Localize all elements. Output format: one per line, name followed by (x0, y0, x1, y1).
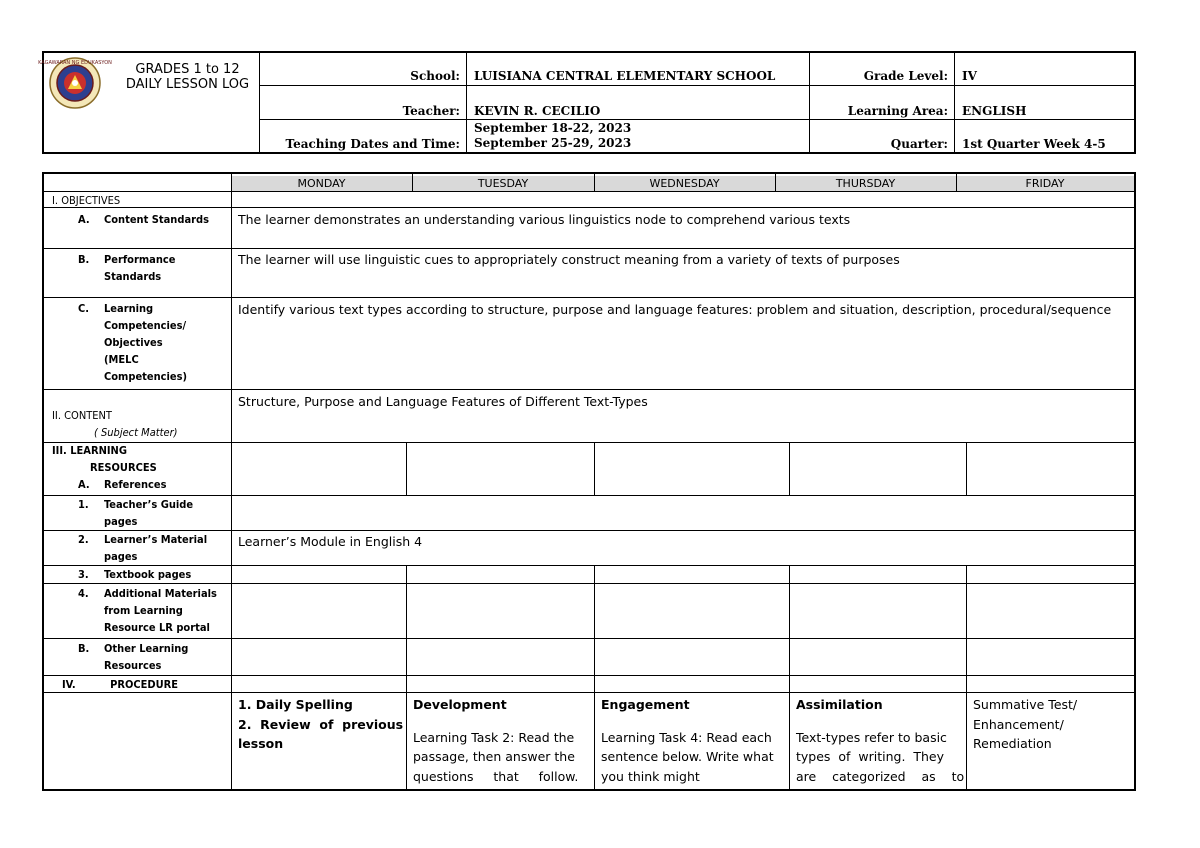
competencies-label-line1: Learning (104, 302, 154, 315)
divider (44, 297, 1134, 298)
monday-line2: 2. Review of previous (238, 716, 404, 732)
lm-label-line2: pages (104, 550, 138, 563)
thursday-title: Assimilation (796, 697, 883, 712)
competencies-label-line2: Competencies/ (104, 319, 187, 332)
grade-level-value: IV (962, 69, 977, 83)
divider (44, 389, 1134, 390)
thursday-line3: are categorized as to (796, 768, 965, 784)
content-standards-letter: A. (78, 213, 90, 226)
am-label-line2: from Learning (104, 604, 183, 617)
divider (44, 442, 1134, 443)
content-text: Structure, Purpose and Language Features of Different Text-Types (238, 394, 648, 409)
references-label: References (104, 478, 167, 491)
day-header-thursday: THURSDAY (775, 176, 956, 191)
quarter-value: 1st Quarter Week 4-5 (962, 137, 1106, 151)
performance-label-line2: Standards (104, 270, 162, 283)
divider (44, 692, 1134, 693)
friday-line2: Enhancement/ (973, 716, 1064, 732)
dates-label: Teaching Dates and Time: (285, 137, 460, 151)
divider (44, 675, 1134, 676)
competencies-letter: C. (78, 302, 90, 315)
thursday-line2: types of writing. They (796, 749, 945, 764)
procedure-heading: IV. PROCEDURE (62, 678, 179, 691)
tg-label-line1: Teacher’s Guide (104, 498, 194, 511)
additional-materials-number: 4. (78, 587, 89, 600)
grade-level-label: Grade Level: (863, 69, 948, 83)
am-label-line3: Resource LR portal (104, 621, 210, 634)
content-standards-label: Content Standards (104, 213, 209, 226)
dates-value (474, 121, 631, 151)
references-letter: A. (78, 478, 90, 491)
resources-line2: RESOURCES (90, 461, 157, 474)
procedure-monday (238, 695, 404, 754)
olr-label-line2: Resources (104, 659, 162, 672)
day-header-tuesday: TUESDAY (412, 176, 594, 191)
tuesday-line3: questions that follow. (413, 768, 579, 784)
procedure-thursday (796, 695, 965, 786)
wednesday-title: Engagement (601, 697, 690, 712)
divider (594, 174, 595, 191)
other-resources-letter: B. (78, 642, 90, 655)
competencies-label (104, 300, 187, 385)
teacher-label: Teacher: (402, 104, 460, 118)
thursday-line1: Text-types refer to basic (796, 729, 947, 745)
monday-line3: lesson (238, 736, 284, 751)
learning-area-label: Learning Area: (847, 104, 948, 118)
wednesday-line1: Learning Task 4: Read each (601, 729, 772, 745)
competencies-label-line4: (MELC (104, 353, 139, 366)
performance-label-line1: Performance (104, 253, 176, 266)
divider (594, 565, 595, 789)
header-table (38, 51, 1136, 154)
learning-area-value: ENGLISH (962, 104, 1027, 118)
divider (966, 565, 967, 789)
divider (44, 530, 1134, 531)
divider (412, 174, 413, 191)
wednesday-line2: sentence below. Write what (601, 749, 774, 764)
objectives-heading: I. OBJECTIVES (52, 194, 121, 207)
divider (44, 583, 1134, 584)
divider (259, 119, 1134, 120)
log-title-line2: DAILY LESSON LOG (125, 77, 250, 92)
dates-line1: September 18-22, 2023 (474, 121, 632, 135)
day-header-monday: MONDAY (231, 176, 412, 191)
performance-standards-letter: B. (78, 253, 90, 266)
deped-seal-logo (38, 56, 112, 110)
divider (789, 565, 790, 789)
divider (466, 53, 467, 152)
procedure-tuesday (413, 695, 589, 786)
tuesday-title: Development (413, 697, 507, 712)
day-header-wednesday: WEDNESDAY (594, 176, 775, 191)
divider (406, 565, 407, 789)
procedure-friday (973, 695, 1131, 754)
tg-label-line2: pages (104, 515, 138, 528)
learners-material-text: Learner’s Module in English 4 (238, 534, 423, 549)
divider (956, 174, 957, 191)
divider (406, 442, 407, 495)
additional-materials-label (104, 585, 217, 636)
divider (44, 248, 1134, 249)
divider (44, 207, 1134, 208)
friday-line3: Remediation (973, 736, 1052, 751)
divider (44, 191, 1134, 192)
performance-standards-label (104, 251, 175, 285)
competencies-text: Identify various text types according to structure, purpose and language features: problem and situation, description, procedural/sequence (238, 302, 1112, 317)
divider (44, 565, 1134, 566)
tuesday-line1: Learning Task 2: Read the (413, 729, 575, 745)
log-title-line1: GRADES 1 to 12 (135, 62, 240, 77)
day-header-friday: FRIDAY (956, 176, 1134, 191)
divider (231, 174, 232, 789)
divider (44, 638, 1134, 639)
log-title (116, 62, 259, 92)
quarter-label: Quarter: (890, 137, 948, 151)
wednesday-line3: you think might (601, 768, 700, 784)
content-subheading: ( Subject Matter) (94, 426, 178, 439)
lm-label-line1: Learner’s Material (104, 533, 208, 546)
teachers-guide-number: 1. (78, 498, 89, 511)
divider (966, 442, 967, 495)
teachers-guide-label (104, 496, 193, 530)
resources-line1: III. LEARNING (52, 444, 127, 457)
divider (789, 442, 790, 495)
learners-material-number: 2. (78, 533, 89, 546)
learning-resources-heading (52, 442, 157, 476)
content-standards-text: The learner demonstrates an understanding various linguistics node to comprehend various texts (238, 212, 851, 227)
performance-standards-text: The learner will use linguistic cues to appropriately construct meaning from a variety of texts of purposes (238, 252, 900, 267)
tuesday-line2: passage, then answer the (413, 749, 575, 764)
divider (259, 85, 1134, 86)
divider (44, 495, 1134, 496)
school-value: LUISIANA CENTRAL ELEMENTARY SCHOOL (474, 69, 776, 83)
lesson-log-table (42, 172, 1136, 791)
monday-line1: 1. Daily Spelling (238, 697, 353, 712)
am-label-line1: Additional Materials (104, 587, 217, 600)
friday-line1: Summative Test/ (973, 697, 1078, 712)
learners-material-label (104, 531, 207, 565)
textbook-label: Textbook pages (104, 568, 192, 581)
olr-label-line1: Other Learning (104, 642, 189, 655)
other-resources-label (104, 640, 188, 674)
svg-text:KAGAWARAN NG EDUKASYON: KAGAWARAN NG EDUKASYON (38, 60, 112, 66)
content-heading: II. CONTENT (52, 409, 112, 422)
textbook-number: 3. (78, 568, 89, 581)
competencies-label-line3: Objectives (104, 336, 163, 349)
procedure-wednesday (601, 695, 786, 786)
school-label: School: (410, 69, 460, 83)
divider (594, 442, 595, 495)
competencies-label-line5: Competencies) (104, 370, 188, 383)
dates-line2: September 25-29, 2023 (474, 136, 632, 150)
divider (954, 53, 955, 152)
divider (775, 174, 776, 191)
teacher-value: KEVIN R. CECILIO (474, 104, 601, 118)
